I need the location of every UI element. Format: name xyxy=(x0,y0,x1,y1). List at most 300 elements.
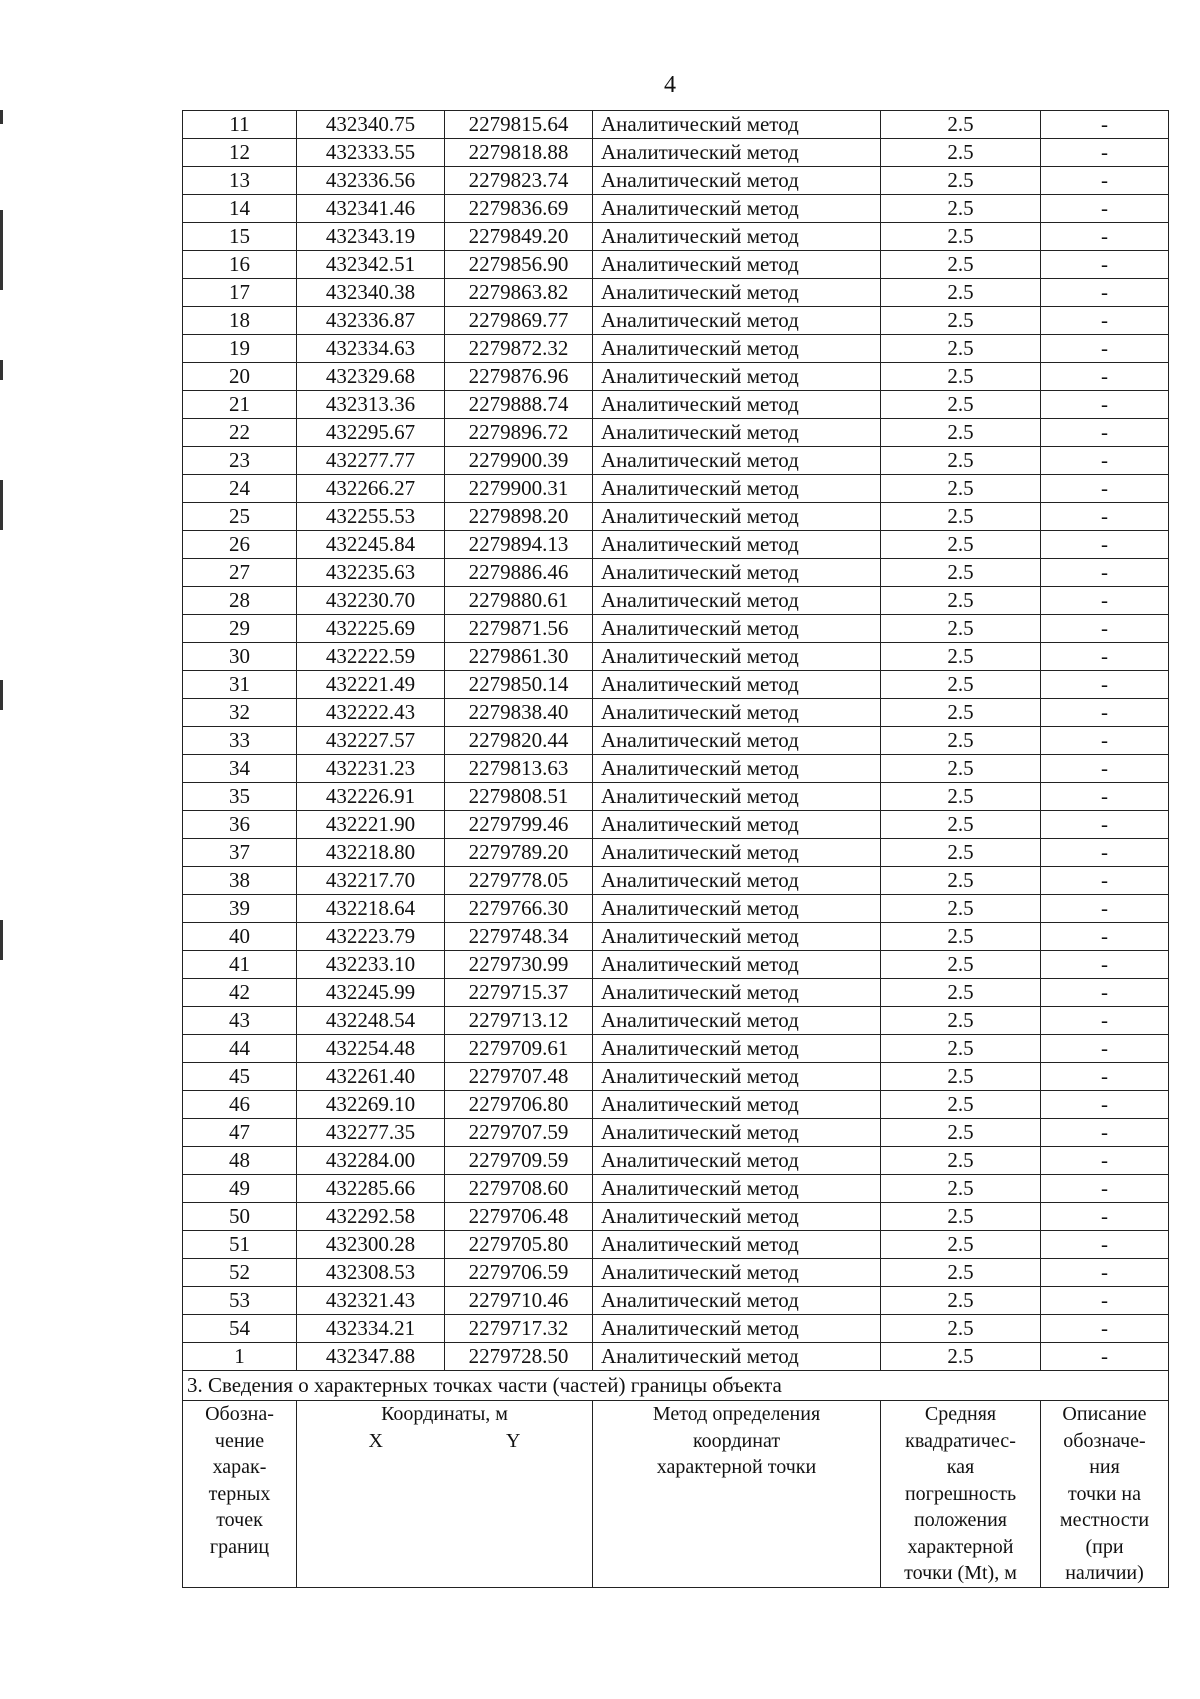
error-cell: 2.5 xyxy=(881,755,1041,783)
x-coordinate-cell: 432261.40 xyxy=(297,1063,445,1091)
method-cell: Аналитический метод xyxy=(593,979,881,1007)
description-cell: - xyxy=(1041,1231,1169,1259)
point-number-cell: 15 xyxy=(183,223,297,251)
y-coordinate-cell: 2279863.82 xyxy=(445,279,593,307)
description-cell: - xyxy=(1041,307,1169,335)
method-cell: Аналитический метод xyxy=(593,559,881,587)
method-cell: Аналитический метод xyxy=(593,811,881,839)
method-cell: Аналитический метод xyxy=(593,531,881,559)
point-number-cell: 30 xyxy=(183,643,297,671)
error-cell: 2.5 xyxy=(881,335,1041,363)
scan-edge-mark xyxy=(0,110,3,124)
y-coordinate-cell: 2279707.48 xyxy=(445,1063,593,1091)
y-coordinate-cell: 2279856.90 xyxy=(445,251,593,279)
error-cell: 2.5 xyxy=(881,419,1041,447)
point-number-cell: 47 xyxy=(183,1119,297,1147)
method-cell: Аналитический метод xyxy=(593,895,881,923)
method-cell: Аналитический метод xyxy=(593,1147,881,1175)
method-cell: Аналитический метод xyxy=(593,867,881,895)
description-cell: - xyxy=(1041,559,1169,587)
method-cell: Аналитический метод xyxy=(593,951,881,979)
table-row xyxy=(183,1315,1169,1343)
error-cell: 2.5 xyxy=(881,1259,1041,1287)
error-cell: 2.5 xyxy=(881,167,1041,195)
method-cell: Аналитический метод xyxy=(593,1035,881,1063)
error-cell: 2.5 xyxy=(881,223,1041,251)
y-coordinate-cell: 2279820.44 xyxy=(445,727,593,755)
error-cell: 2.5 xyxy=(881,1343,1041,1371)
x-coordinate-cell: 432292.58 xyxy=(297,1203,445,1231)
method-cell: Аналитический метод xyxy=(593,671,881,699)
y-coordinate-cell: 2279872.32 xyxy=(445,335,593,363)
description-cell: - xyxy=(1041,979,1169,1007)
y-coordinate-cell: 2279894.13 xyxy=(445,531,593,559)
method-cell: Аналитический метод xyxy=(593,447,881,475)
table-row xyxy=(183,251,1169,279)
y-coordinate-cell: 2279707.59 xyxy=(445,1119,593,1147)
error-cell: 2.5 xyxy=(881,363,1041,391)
point-number-cell: 22 xyxy=(183,419,297,447)
error-cell: 2.5 xyxy=(881,951,1041,979)
table-row xyxy=(183,111,1169,139)
x-coordinate-cell: 432269.10 xyxy=(297,1091,445,1119)
table-row xyxy=(183,811,1169,839)
description-cell: - xyxy=(1041,1091,1169,1119)
point-number-cell: 13 xyxy=(183,167,297,195)
error-cell: 2.5 xyxy=(881,1035,1041,1063)
y-coordinate-cell: 2279728.50 xyxy=(445,1343,593,1371)
error-cell: 2.5 xyxy=(881,1287,1041,1315)
description-cell: - xyxy=(1041,923,1169,951)
x-coordinate-cell: 432230.70 xyxy=(297,587,445,615)
y-coordinate-cell: 2279871.56 xyxy=(445,615,593,643)
table-row xyxy=(183,979,1169,1007)
y-coordinate-cell: 2279709.59 xyxy=(445,1147,593,1175)
method-cell: Аналитический метод xyxy=(593,195,881,223)
x-coordinate-cell: 432336.56 xyxy=(297,167,445,195)
scan-edge-mark xyxy=(0,480,3,530)
error-cell: 2.5 xyxy=(881,867,1041,895)
table-row xyxy=(183,1091,1169,1119)
table-row xyxy=(183,223,1169,251)
y-coordinate-cell: 2279849.20 xyxy=(445,223,593,251)
method-cell: Аналитический метод xyxy=(593,1203,881,1231)
point-number-cell: 28 xyxy=(183,587,297,615)
point-number-cell: 54 xyxy=(183,1315,297,1343)
method-cell: Аналитический метод xyxy=(593,503,881,531)
error-cell: 2.5 xyxy=(881,447,1041,475)
table-row xyxy=(183,419,1169,447)
y-coordinate-cell: 2279710.46 xyxy=(445,1287,593,1315)
x-coordinate-cell: 432221.90 xyxy=(297,811,445,839)
point-number-cell: 38 xyxy=(183,867,297,895)
y-coordinate-cell: 2279896.72 xyxy=(445,419,593,447)
point-number-cell: 40 xyxy=(183,923,297,951)
y-coordinate-cell: 2279799.46 xyxy=(445,811,593,839)
description-cell: - xyxy=(1041,867,1169,895)
point-number-cell: 43 xyxy=(183,1007,297,1035)
x-coordinate-cell: 432341.46 xyxy=(297,195,445,223)
y-coordinate-cell: 2279900.31 xyxy=(445,475,593,503)
description-cell: - xyxy=(1041,167,1169,195)
method-cell: Аналитический метод xyxy=(593,335,881,363)
point-number-cell: 36 xyxy=(183,811,297,839)
error-cell: 2.5 xyxy=(881,111,1041,139)
point-number-cell: 12 xyxy=(183,139,297,167)
table-row xyxy=(183,559,1169,587)
x-coordinate-cell: 432347.88 xyxy=(297,1343,445,1371)
method-cell: Аналитический метод xyxy=(593,1315,881,1343)
point-number-cell: 14 xyxy=(183,195,297,223)
point-number-cell: 32 xyxy=(183,699,297,727)
description-cell: - xyxy=(1041,531,1169,559)
x-coordinate-cell: 432233.10 xyxy=(297,951,445,979)
point-number-cell: 25 xyxy=(183,503,297,531)
x-coordinate-cell: 432295.67 xyxy=(297,419,445,447)
error-cell: 2.5 xyxy=(881,783,1041,811)
y-coordinate-cell: 2279715.37 xyxy=(445,979,593,1007)
description-cell: - xyxy=(1041,447,1169,475)
table-row xyxy=(183,139,1169,167)
error-cell: 2.5 xyxy=(881,1175,1041,1203)
x-coordinate-cell: 432266.27 xyxy=(297,475,445,503)
scan-edge-mark xyxy=(0,360,3,380)
x-coordinate-cell: 432300.28 xyxy=(297,1231,445,1259)
header-x: X xyxy=(368,1429,383,1452)
description-cell: - xyxy=(1041,1063,1169,1091)
description-cell: - xyxy=(1041,251,1169,279)
error-cell: 2.5 xyxy=(881,531,1041,559)
point-number-cell: 46 xyxy=(183,1091,297,1119)
method-cell: Аналитический метод xyxy=(593,699,881,727)
point-number-cell: 39 xyxy=(183,895,297,923)
error-cell: 2.5 xyxy=(881,307,1041,335)
error-cell: 2.5 xyxy=(881,699,1041,727)
description-cell: - xyxy=(1041,727,1169,755)
x-coordinate-cell: 432245.84 xyxy=(297,531,445,559)
x-coordinate-cell: 432225.69 xyxy=(297,615,445,643)
header-method xyxy=(593,1401,881,1588)
table-row xyxy=(183,1287,1169,1315)
x-coordinate-cell: 432333.55 xyxy=(297,139,445,167)
point-number-cell: 50 xyxy=(183,1203,297,1231)
point-number-cell: 44 xyxy=(183,1035,297,1063)
table-row xyxy=(183,1343,1169,1371)
table-row xyxy=(183,615,1169,643)
error-cell: 2.5 xyxy=(881,279,1041,307)
description-cell: - xyxy=(1041,419,1169,447)
y-coordinate-cell: 2279823.74 xyxy=(445,167,593,195)
description-cell: - xyxy=(1041,1175,1169,1203)
table-row xyxy=(183,391,1169,419)
method-cell: Аналитический метод xyxy=(593,419,881,447)
method-cell: Аналитический метод xyxy=(593,279,881,307)
description-cell: - xyxy=(1041,839,1169,867)
x-coordinate-cell: 432218.80 xyxy=(297,839,445,867)
table-row xyxy=(183,195,1169,223)
point-number-cell: 52 xyxy=(183,1259,297,1287)
error-cell: 2.5 xyxy=(881,811,1041,839)
description-cell: - xyxy=(1041,111,1169,139)
description-cell: - xyxy=(1041,643,1169,671)
description-cell: - xyxy=(1041,1259,1169,1287)
table-row xyxy=(183,671,1169,699)
method-cell: Аналитический метод xyxy=(593,223,881,251)
y-coordinate-cell: 2279888.74 xyxy=(445,391,593,419)
y-coordinate-cell: 2279861.30 xyxy=(445,643,593,671)
document-sheet xyxy=(182,110,1168,1588)
y-coordinate-cell: 2279766.30 xyxy=(445,895,593,923)
x-coordinate-cell: 432226.91 xyxy=(297,783,445,811)
point-number-cell: 31 xyxy=(183,671,297,699)
description-cell: - xyxy=(1041,1287,1169,1315)
error-cell: 2.5 xyxy=(881,391,1041,419)
table-row xyxy=(183,895,1169,923)
error-cell: 2.5 xyxy=(881,671,1041,699)
page-number: 4 xyxy=(664,72,676,98)
method-cell: Аналитический метод xyxy=(593,727,881,755)
error-cell: 2.5 xyxy=(881,643,1041,671)
table-row xyxy=(183,867,1169,895)
y-coordinate-cell: 2279706.59 xyxy=(445,1259,593,1287)
y-coordinate-cell: 2279748.34 xyxy=(445,923,593,951)
section-3-title: 3. Сведения о характерных точках части (частей) границы объекта xyxy=(183,1371,1169,1401)
y-coordinate-cell: 2279838.40 xyxy=(445,699,593,727)
x-coordinate-cell: 432277.35 xyxy=(297,1119,445,1147)
table-row xyxy=(183,1259,1169,1287)
error-cell: 2.5 xyxy=(881,1203,1041,1231)
y-coordinate-cell: 2279813.63 xyxy=(445,755,593,783)
point-number-cell: 26 xyxy=(183,531,297,559)
y-coordinate-cell: 2279789.20 xyxy=(445,839,593,867)
description-cell: - xyxy=(1041,587,1169,615)
x-coordinate-cell: 432245.99 xyxy=(297,979,445,1007)
point-number-cell: 33 xyxy=(183,727,297,755)
description-cell: - xyxy=(1041,951,1169,979)
method-cell: Аналитический метод xyxy=(593,615,881,643)
table-row xyxy=(183,1175,1169,1203)
method-cell: Аналитический метод xyxy=(593,587,881,615)
method-cell: Аналитический метод xyxy=(593,391,881,419)
method-cell: Аналитический метод xyxy=(593,1175,881,1203)
method-cell: Аналитический метод xyxy=(593,475,881,503)
error-cell: 2.5 xyxy=(881,727,1041,755)
x-coordinate-cell: 432334.63 xyxy=(297,335,445,363)
point-number-cell: 21 xyxy=(183,391,297,419)
y-coordinate-cell: 2279900.39 xyxy=(445,447,593,475)
y-coordinate-cell: 2279709.61 xyxy=(445,1035,593,1063)
method-cell: Аналитический метод xyxy=(593,1063,881,1091)
error-cell: 2.5 xyxy=(881,475,1041,503)
description-cell: - xyxy=(1041,615,1169,643)
x-coordinate-cell: 432342.51 xyxy=(297,251,445,279)
table-row xyxy=(183,363,1169,391)
header-designation xyxy=(183,1401,297,1588)
y-coordinate-cell: 2279898.20 xyxy=(445,503,593,531)
description-cell: - xyxy=(1041,279,1169,307)
table-row xyxy=(183,699,1169,727)
description-cell: - xyxy=(1041,223,1169,251)
error-cell: 2.5 xyxy=(881,1119,1041,1147)
header-coordinates-label: Координаты, м xyxy=(381,1403,508,1425)
header-y: Y xyxy=(506,1429,521,1452)
description-cell: - xyxy=(1041,811,1169,839)
y-coordinate-cell: 2279717.32 xyxy=(445,1315,593,1343)
y-coordinate-cell: 2279880.61 xyxy=(445,587,593,615)
table-row xyxy=(183,1203,1169,1231)
description-cell: - xyxy=(1041,1343,1169,1371)
point-number-cell: 37 xyxy=(183,839,297,867)
point-number-cell: 16 xyxy=(183,251,297,279)
description-cell: - xyxy=(1041,503,1169,531)
x-coordinate-cell: 432334.21 xyxy=(297,1315,445,1343)
header-description-text: Описание обозначе- ния точки на местности (при наличии) xyxy=(1059,1403,1150,1584)
y-coordinate-cell: 2279778.05 xyxy=(445,867,593,895)
table-row xyxy=(183,755,1169,783)
point-number-cell: 34 xyxy=(183,755,297,783)
y-coordinate-cell: 2279869.77 xyxy=(445,307,593,335)
table-row xyxy=(183,279,1169,307)
table-row xyxy=(183,307,1169,335)
point-number-cell: 42 xyxy=(183,979,297,1007)
table-row xyxy=(183,1147,1169,1175)
table-row xyxy=(183,1007,1169,1035)
point-number-cell: 18 xyxy=(183,307,297,335)
point-number-cell: 29 xyxy=(183,615,297,643)
method-cell: Аналитический метод xyxy=(593,167,881,195)
description-cell: - xyxy=(1041,755,1169,783)
y-coordinate-cell: 2279886.46 xyxy=(445,559,593,587)
description-cell: - xyxy=(1041,139,1169,167)
coordinates-table xyxy=(182,110,1169,1588)
y-coordinate-cell: 2279706.48 xyxy=(445,1203,593,1231)
header-designation-text: Обозна- чение харак- терных точек границ xyxy=(205,1403,274,1558)
point-number-cell: 41 xyxy=(183,951,297,979)
method-cell: Аналитический метод xyxy=(593,783,881,811)
header-coordinates xyxy=(297,1401,593,1588)
table-row xyxy=(183,839,1169,867)
point-number-cell: 23 xyxy=(183,447,297,475)
y-coordinate-cell: 2279708.60 xyxy=(445,1175,593,1203)
x-coordinate-cell: 432223.79 xyxy=(297,923,445,951)
x-coordinate-cell: 432222.43 xyxy=(297,699,445,727)
point-number-cell: 45 xyxy=(183,1063,297,1091)
point-number-cell: 53 xyxy=(183,1287,297,1315)
x-coordinate-cell: 432329.68 xyxy=(297,363,445,391)
y-coordinate-cell: 2279730.99 xyxy=(445,951,593,979)
error-cell: 2.5 xyxy=(881,979,1041,1007)
table-row xyxy=(183,951,1169,979)
table-row xyxy=(183,447,1169,475)
method-cell: Аналитический метод xyxy=(593,251,881,279)
y-coordinate-cell: 2279808.51 xyxy=(445,783,593,811)
description-cell: - xyxy=(1041,1007,1169,1035)
description-cell: - xyxy=(1041,391,1169,419)
x-coordinate-cell: 432222.59 xyxy=(297,643,445,671)
error-cell: 2.5 xyxy=(881,1315,1041,1343)
y-coordinate-cell: 2279706.80 xyxy=(445,1091,593,1119)
error-cell: 2.5 xyxy=(881,139,1041,167)
table-row xyxy=(183,167,1169,195)
point-number-cell: 35 xyxy=(183,783,297,811)
point-number-cell: 49 xyxy=(183,1175,297,1203)
y-coordinate-cell: 2279818.88 xyxy=(445,139,593,167)
scan-edge-mark xyxy=(0,680,3,710)
x-coordinate-cell: 432285.66 xyxy=(297,1175,445,1203)
table-row xyxy=(183,1035,1169,1063)
table-row xyxy=(183,1231,1169,1259)
table-row xyxy=(183,531,1169,559)
point-number-cell: 17 xyxy=(183,279,297,307)
scan-edge-mark xyxy=(0,920,3,960)
y-coordinate-cell: 2279815.64 xyxy=(445,111,593,139)
description-cell: - xyxy=(1041,671,1169,699)
method-cell: Аналитический метод xyxy=(593,1259,881,1287)
x-coordinate-cell: 432308.53 xyxy=(297,1259,445,1287)
point-number-cell: 19 xyxy=(183,335,297,363)
x-coordinate-cell: 432340.38 xyxy=(297,279,445,307)
error-cell: 2.5 xyxy=(881,839,1041,867)
error-cell: 2.5 xyxy=(881,1231,1041,1259)
method-cell: Аналитический метод xyxy=(593,111,881,139)
error-cell: 2.5 xyxy=(881,1147,1041,1175)
y-coordinate-cell: 2279836.69 xyxy=(445,195,593,223)
point-number-cell: 20 xyxy=(183,363,297,391)
description-cell: - xyxy=(1041,699,1169,727)
coordinates-table-body xyxy=(183,111,1169,1371)
header-description xyxy=(1041,1401,1169,1588)
table-row xyxy=(183,503,1169,531)
table-row xyxy=(183,475,1169,503)
method-cell: Аналитический метод xyxy=(593,1287,881,1315)
description-cell: - xyxy=(1041,895,1169,923)
description-cell: - xyxy=(1041,1147,1169,1175)
description-cell: - xyxy=(1041,195,1169,223)
description-cell: - xyxy=(1041,1203,1169,1231)
description-cell: - xyxy=(1041,783,1169,811)
method-cell: Аналитический метод xyxy=(593,1007,881,1035)
x-coordinate-cell: 432221.49 xyxy=(297,671,445,699)
description-cell: - xyxy=(1041,1035,1169,1063)
method-cell: Аналитический метод xyxy=(593,643,881,671)
error-cell: 2.5 xyxy=(881,587,1041,615)
table-row xyxy=(183,1063,1169,1091)
error-cell: 2.5 xyxy=(881,923,1041,951)
table-row xyxy=(183,783,1169,811)
x-coordinate-cell: 432227.57 xyxy=(297,727,445,755)
point-number-cell: 1 xyxy=(183,1343,297,1371)
x-coordinate-cell: 432313.36 xyxy=(297,391,445,419)
error-cell: 2.5 xyxy=(881,503,1041,531)
x-coordinate-cell: 432235.63 xyxy=(297,559,445,587)
description-cell: - xyxy=(1041,335,1169,363)
error-cell: 2.5 xyxy=(881,895,1041,923)
error-cell: 2.5 xyxy=(881,195,1041,223)
error-cell: 2.5 xyxy=(881,559,1041,587)
header-error xyxy=(881,1401,1041,1588)
x-coordinate-cell: 432248.54 xyxy=(297,1007,445,1035)
table-row xyxy=(183,587,1169,615)
y-coordinate-cell: 2279876.96 xyxy=(445,363,593,391)
table-row xyxy=(183,727,1169,755)
method-cell: Аналитический метод xyxy=(593,363,881,391)
description-cell: - xyxy=(1041,363,1169,391)
method-cell: Аналитический метод xyxy=(593,1119,881,1147)
y-coordinate-cell: 2279713.12 xyxy=(445,1007,593,1035)
table-row xyxy=(183,923,1169,951)
method-cell: Аналитический метод xyxy=(593,1091,881,1119)
method-cell: Аналитический метод xyxy=(593,139,881,167)
